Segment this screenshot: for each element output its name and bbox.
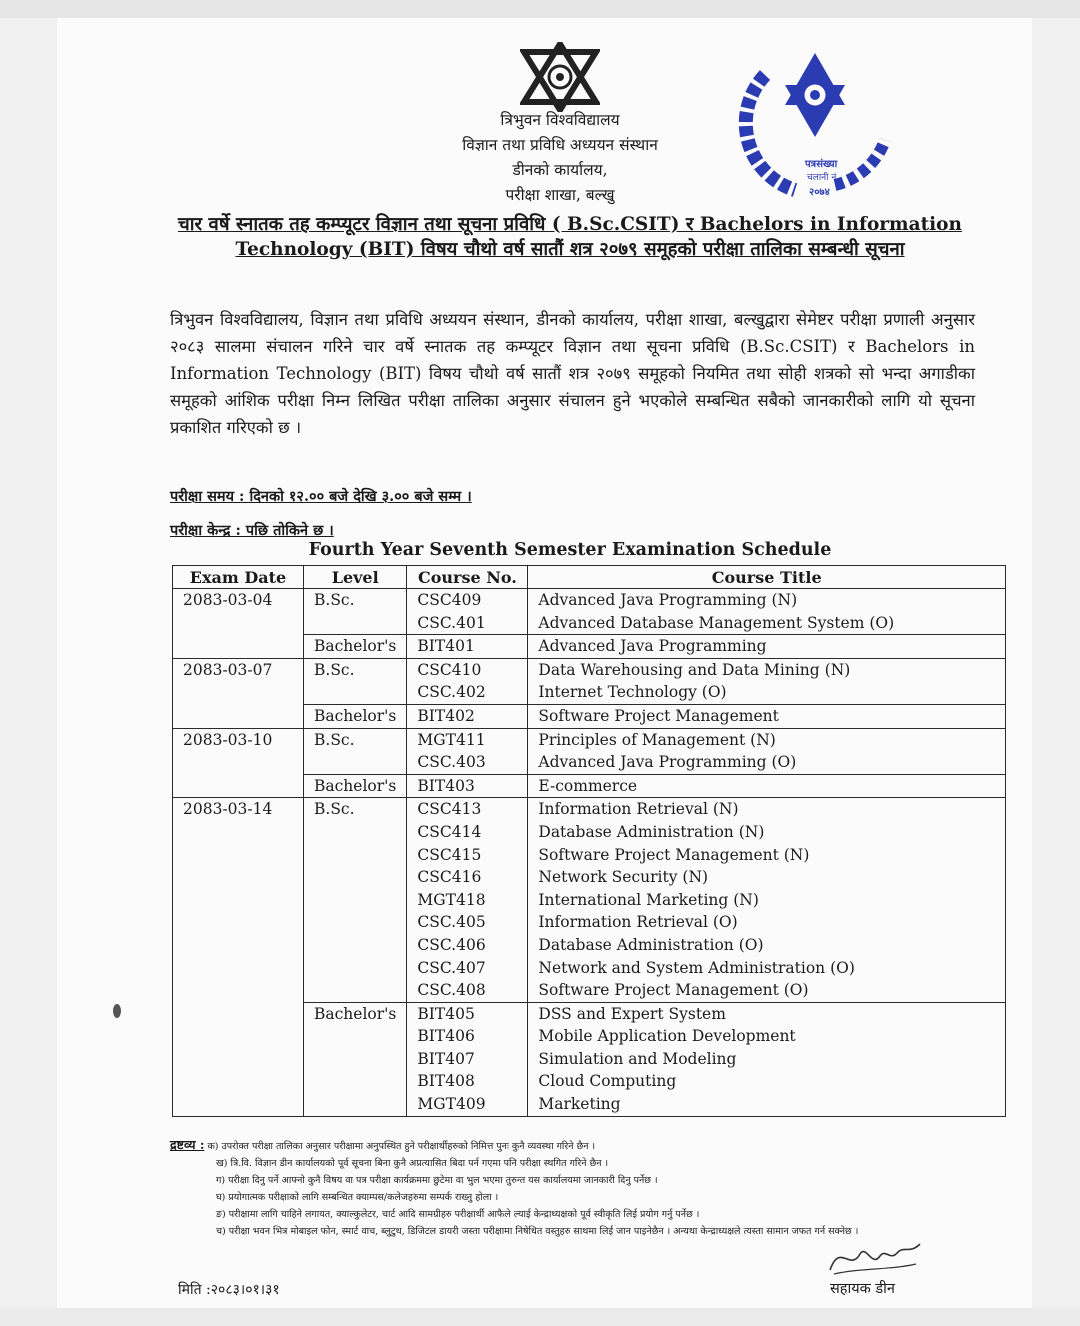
course-title-cell: Internet Technology (O) (528, 681, 1006, 704)
table-row (173, 1002, 1006, 1025)
table-header-row (173, 566, 1006, 589)
level-cell (304, 957, 407, 980)
course-title-cell: Information Retrieval (O) (528, 911, 1006, 934)
exam-date-cell (173, 934, 304, 957)
table-row (173, 635, 1006, 659)
table-row (173, 1093, 1006, 1116)
table-row (173, 751, 1006, 774)
level-cell (304, 751, 407, 774)
table-row (173, 889, 1006, 912)
exam-date-cell (173, 1025, 304, 1048)
course-number-cell: BIT403 (407, 774, 528, 798)
course-title-cell: Mobile Application Development (528, 1025, 1006, 1048)
exam-date-cell (173, 844, 304, 867)
course-number-cell: MGT418 (407, 889, 528, 912)
course-number-cell: CSC415 (407, 844, 528, 867)
scan-mark (113, 1004, 121, 1018)
schedule-title: Fourth Year Seventh Semester Examination Schedule (308, 540, 832, 560)
course-title-cell: Simulation and Modeling (528, 1048, 1006, 1071)
column-header: Level (304, 566, 407, 589)
table-row (173, 589, 1006, 612)
issue-date: मिति :२०८३।०१।३१ (178, 1282, 280, 1298)
course-number-cell: CSC413 (407, 798, 528, 821)
table-row (173, 821, 1006, 844)
exam-date-cell (173, 911, 304, 934)
university-emblem-icon (520, 42, 600, 112)
seal-text: पत्रसंख्या (805, 159, 838, 170)
exam-date-cell (173, 774, 304, 798)
bottom-margin (0, 1308, 1080, 1326)
exam-date-cell (173, 1093, 304, 1116)
course-title-cell: Principles of Management (N) (528, 728, 1006, 751)
exam-center: परीक्षा केन्द्र : पछि तोकिने छ । (170, 522, 334, 539)
notice-headline: चार वर्षे स्नातक तह कम्प्यूटर विज्ञान तथा सूचना प्रविधि ( B.Sc.CSIT) र Bachelors in Information Technology (BIT) विषय चौथो वर्ष सातौं शत्र २०७९ समूहको परीक्षा तालिका सम्बन्धी सूचना (178, 214, 962, 260)
schedule-body (173, 589, 1006, 1117)
exam-date-cell: 2083-03-07 (173, 658, 304, 681)
level-cell: Bachelor's (304, 704, 407, 728)
signature-icon (820, 1232, 930, 1282)
column-header: Course No. (407, 566, 528, 589)
course-number-cell: BIT407 (407, 1048, 528, 1071)
course-number-cell: BIT405 (407, 1002, 528, 1025)
level-cell (304, 821, 407, 844)
course-number-cell: CSC410 (407, 658, 528, 681)
course-number-cell: CSC.405 (407, 911, 528, 934)
exam-date-cell: 2083-03-14 (173, 798, 304, 821)
course-number-cell: BIT408 (407, 1070, 528, 1093)
course-number-cell: BIT401 (407, 635, 528, 659)
note-item: क) उपरोक्त परीक्षा तालिका अनुसार परीक्षामा अनुपस्थित हुने परीक्षार्थीहरुको निमित्त पुनः कुनै व्यवस्था गरिने छैन । (207, 1141, 596, 1152)
seal-text: २०७४ (809, 187, 830, 198)
course-title-cell: Data Warehousing and Data Mining (N) (528, 658, 1006, 681)
table-row (173, 612, 1006, 635)
level-cell: B.Sc. (304, 728, 407, 751)
level-cell: B.Sc. (304, 589, 407, 612)
table-row (173, 704, 1006, 728)
exam-time: परीक्षा समय : दिनको १२.०० बजे देखि ३.०० बजे सम्म । (170, 488, 472, 505)
exam-date-cell: 2083-03-10 (173, 728, 304, 751)
course-number-cell: CSC.407 (407, 957, 528, 980)
course-title-cell: Network and System Administration (O) (528, 957, 1006, 980)
table-row (173, 979, 1006, 1002)
course-title-cell: Database Administration (N) (528, 821, 1006, 844)
level-cell (304, 1025, 407, 1048)
course-number-cell: CSC416 (407, 866, 528, 889)
level-cell: Bachelor's (304, 774, 407, 798)
course-number-cell: BIT406 (407, 1025, 528, 1048)
exam-date-cell (173, 957, 304, 980)
course-title-cell: Cloud Computing (528, 1070, 1006, 1093)
org-line: डीनको कार्यालय, (512, 161, 608, 179)
table-row (173, 1048, 1006, 1071)
course-title-cell: Marketing (528, 1093, 1006, 1116)
table-row (173, 774, 1006, 798)
level-cell: Bachelor's (304, 1002, 407, 1025)
note-item: ङ) परीक्षामा लागि चाहिने लगायत, क्याल्कुलेटर, चार्ट आदि सामग्रीहरु परीक्षार्थी आफैले ल्याई केन्द्राध्यक्षको पूर्व स्वीकृति लिई प्रयोग गर्नु पर्नेछ । (216, 1209, 700, 1220)
column-header: Course Title (528, 566, 1006, 589)
course-title-cell: Software Project Management (O) (528, 979, 1006, 1002)
exam-date-cell: 2083-03-04 (173, 589, 304, 612)
course-title-cell: Software Project Management (N) (528, 844, 1006, 867)
exam-date-cell (173, 1070, 304, 1093)
table-row (173, 658, 1006, 681)
course-title-cell: Database Administration (O) (528, 934, 1006, 957)
table-row (173, 798, 1006, 821)
level-cell (304, 979, 407, 1002)
exam-date-cell (173, 821, 304, 844)
exam-date-cell (173, 866, 304, 889)
table-row (173, 844, 1006, 867)
table-row (173, 681, 1006, 704)
exam-date-cell (173, 704, 304, 728)
note-item: ग) परीक्षा दिनु पर्ने आफ्नो कुनै विषय वा पत्र परीक्षा कार्यक्रममा छुटेमा वा भुल भएमा तुरुन्त यस कार्यालयमा जानकारी दिनु पर्नेछ । (216, 1175, 658, 1186)
signatory-title: सहायक डीन (830, 1281, 895, 1297)
level-cell: Bachelor's (304, 635, 407, 659)
course-title-cell: Information Retrieval (N) (528, 798, 1006, 821)
level-cell (304, 1070, 407, 1093)
note-item: घ) प्रयोगात्मक परीक्षाको लागि सम्बन्धित क्याम्पस/कलेजहरुमा सम्पर्क राख्नु होला । (216, 1192, 499, 1203)
exam-date-cell (173, 979, 304, 1002)
exam-date-cell (173, 612, 304, 635)
course-number-cell: CSC.406 (407, 934, 528, 957)
top-margin (0, 0, 1080, 18)
course-title-cell: Advanced Database Management System (O) (528, 612, 1006, 635)
level-cell (304, 889, 407, 912)
course-title-cell: Advanced Java Programming (528, 635, 1006, 659)
exam-date-cell (173, 635, 304, 659)
table-row (173, 728, 1006, 751)
notice-body: त्रिभुवन विश्वविद्यालय, विज्ञान तथा प्रविधि अध्ययन संस्थान, डीनको कार्यालय, परीक्षा शाखा, बल्खुद्वारा सेमेष्टर परीक्षा प्रणाली अनुसार २०८३ सालमा संचालन गरिने चार वर्षे स्नातक तह कम्प्यूटर विज्ञान तथा सूचना प्रविधि (B.Sc.CSIT) र Bachelors in Information Technology (BIT) विषय चौथो वर्ष सातौं शत्र २०७९ समूहको नियमित तथा सोही शत्रको सो भन्दा अगाडीका समूहको आंशिक परीक्षा निम्न लिखित परीक्षा तालिका अनुसार संचालन हुने भएकोले सम्बन्धित सबैको जानकारीको लागि यो सूचना प्रकाशित गरिएको छ । (170, 310, 975, 437)
org-line: परीक्षा शाखा, बल्खु (505, 186, 615, 204)
org-line: विज्ञान तथा प्रविधि अध्ययन संस्थान (462, 136, 658, 154)
org-line: त्रिभुवन विश्वविद्यालय (500, 111, 620, 129)
level-cell (304, 911, 407, 934)
course-number-cell: CSC.401 (407, 612, 528, 635)
course-title-cell: Network Security (N) (528, 866, 1006, 889)
course-title-cell: E-commerce (528, 774, 1006, 798)
course-number-cell: BIT402 (407, 704, 528, 728)
level-cell: B.Sc. (304, 658, 407, 681)
level-cell (304, 681, 407, 704)
course-title-cell: Software Project Management (528, 704, 1006, 728)
seal-text: चलानी नं. (807, 173, 840, 183)
exam-schedule-table (172, 565, 1006, 1117)
level-cell (304, 866, 407, 889)
exam-date-cell (173, 751, 304, 774)
table-row (173, 934, 1006, 957)
table-row (173, 957, 1006, 980)
course-title-cell: Advanced Java Programming (N) (528, 589, 1006, 612)
level-cell (304, 1093, 407, 1116)
level-cell (304, 612, 407, 635)
note-item: च) परीक्षा भवन भित्र मोबाइल फोन, स्मार्ट वाच, ब्लुटुथ, डिजिटल डायरी जस्ता परीक्षामा निषेधित वस्तुहरु साथमा लिई जान पाइनेछैन । अन्यथा केन्द्राध्यक्षले त्यस्ता सामान जफत गर्न सक्नेछ । (216, 1226, 859, 1237)
issuing-office (400, 108, 720, 208)
course-number-cell: CSC.403 (407, 751, 528, 774)
exam-date-cell (173, 1002, 304, 1025)
course-number-cell: CSC.408 (407, 979, 528, 1002)
notes-label: द्रष्टव्य : (170, 1137, 205, 1152)
course-number-cell: MGT409 (407, 1093, 528, 1116)
course-title-cell: Advanced Java Programming (O) (528, 751, 1006, 774)
level-cell (304, 934, 407, 957)
course-number-cell: CSC414 (407, 821, 528, 844)
course-title-cell: DSS and Expert System (528, 1002, 1006, 1025)
level-cell (304, 844, 407, 867)
course-number-cell: CSC.402 (407, 681, 528, 704)
table-row (173, 866, 1006, 889)
level-cell: B.Sc. (304, 798, 407, 821)
exam-date-cell (173, 681, 304, 704)
table-row (173, 1070, 1006, 1093)
note-item: ख) त्रि.वि. विज्ञान डीन कार्यालयको पूर्व सूचना बिना कुनै अप्रत्यासित बिदा पर्न गएमा पनि परीक्षा स्थगित गरिने छैन । (216, 1158, 609, 1169)
exam-date-cell (173, 1048, 304, 1071)
column-header: Exam Date (173, 566, 304, 589)
course-title-cell: International Marketing (N) (528, 889, 1006, 912)
table-row (173, 911, 1006, 934)
table-row (173, 1025, 1006, 1048)
exam-date-cell (173, 889, 304, 912)
course-number-cell: CSC409 (407, 589, 528, 612)
office-seal-icon (735, 45, 895, 205)
notes-section (170, 1136, 970, 1240)
course-number-cell: MGT411 (407, 728, 528, 751)
level-cell (304, 1048, 407, 1071)
